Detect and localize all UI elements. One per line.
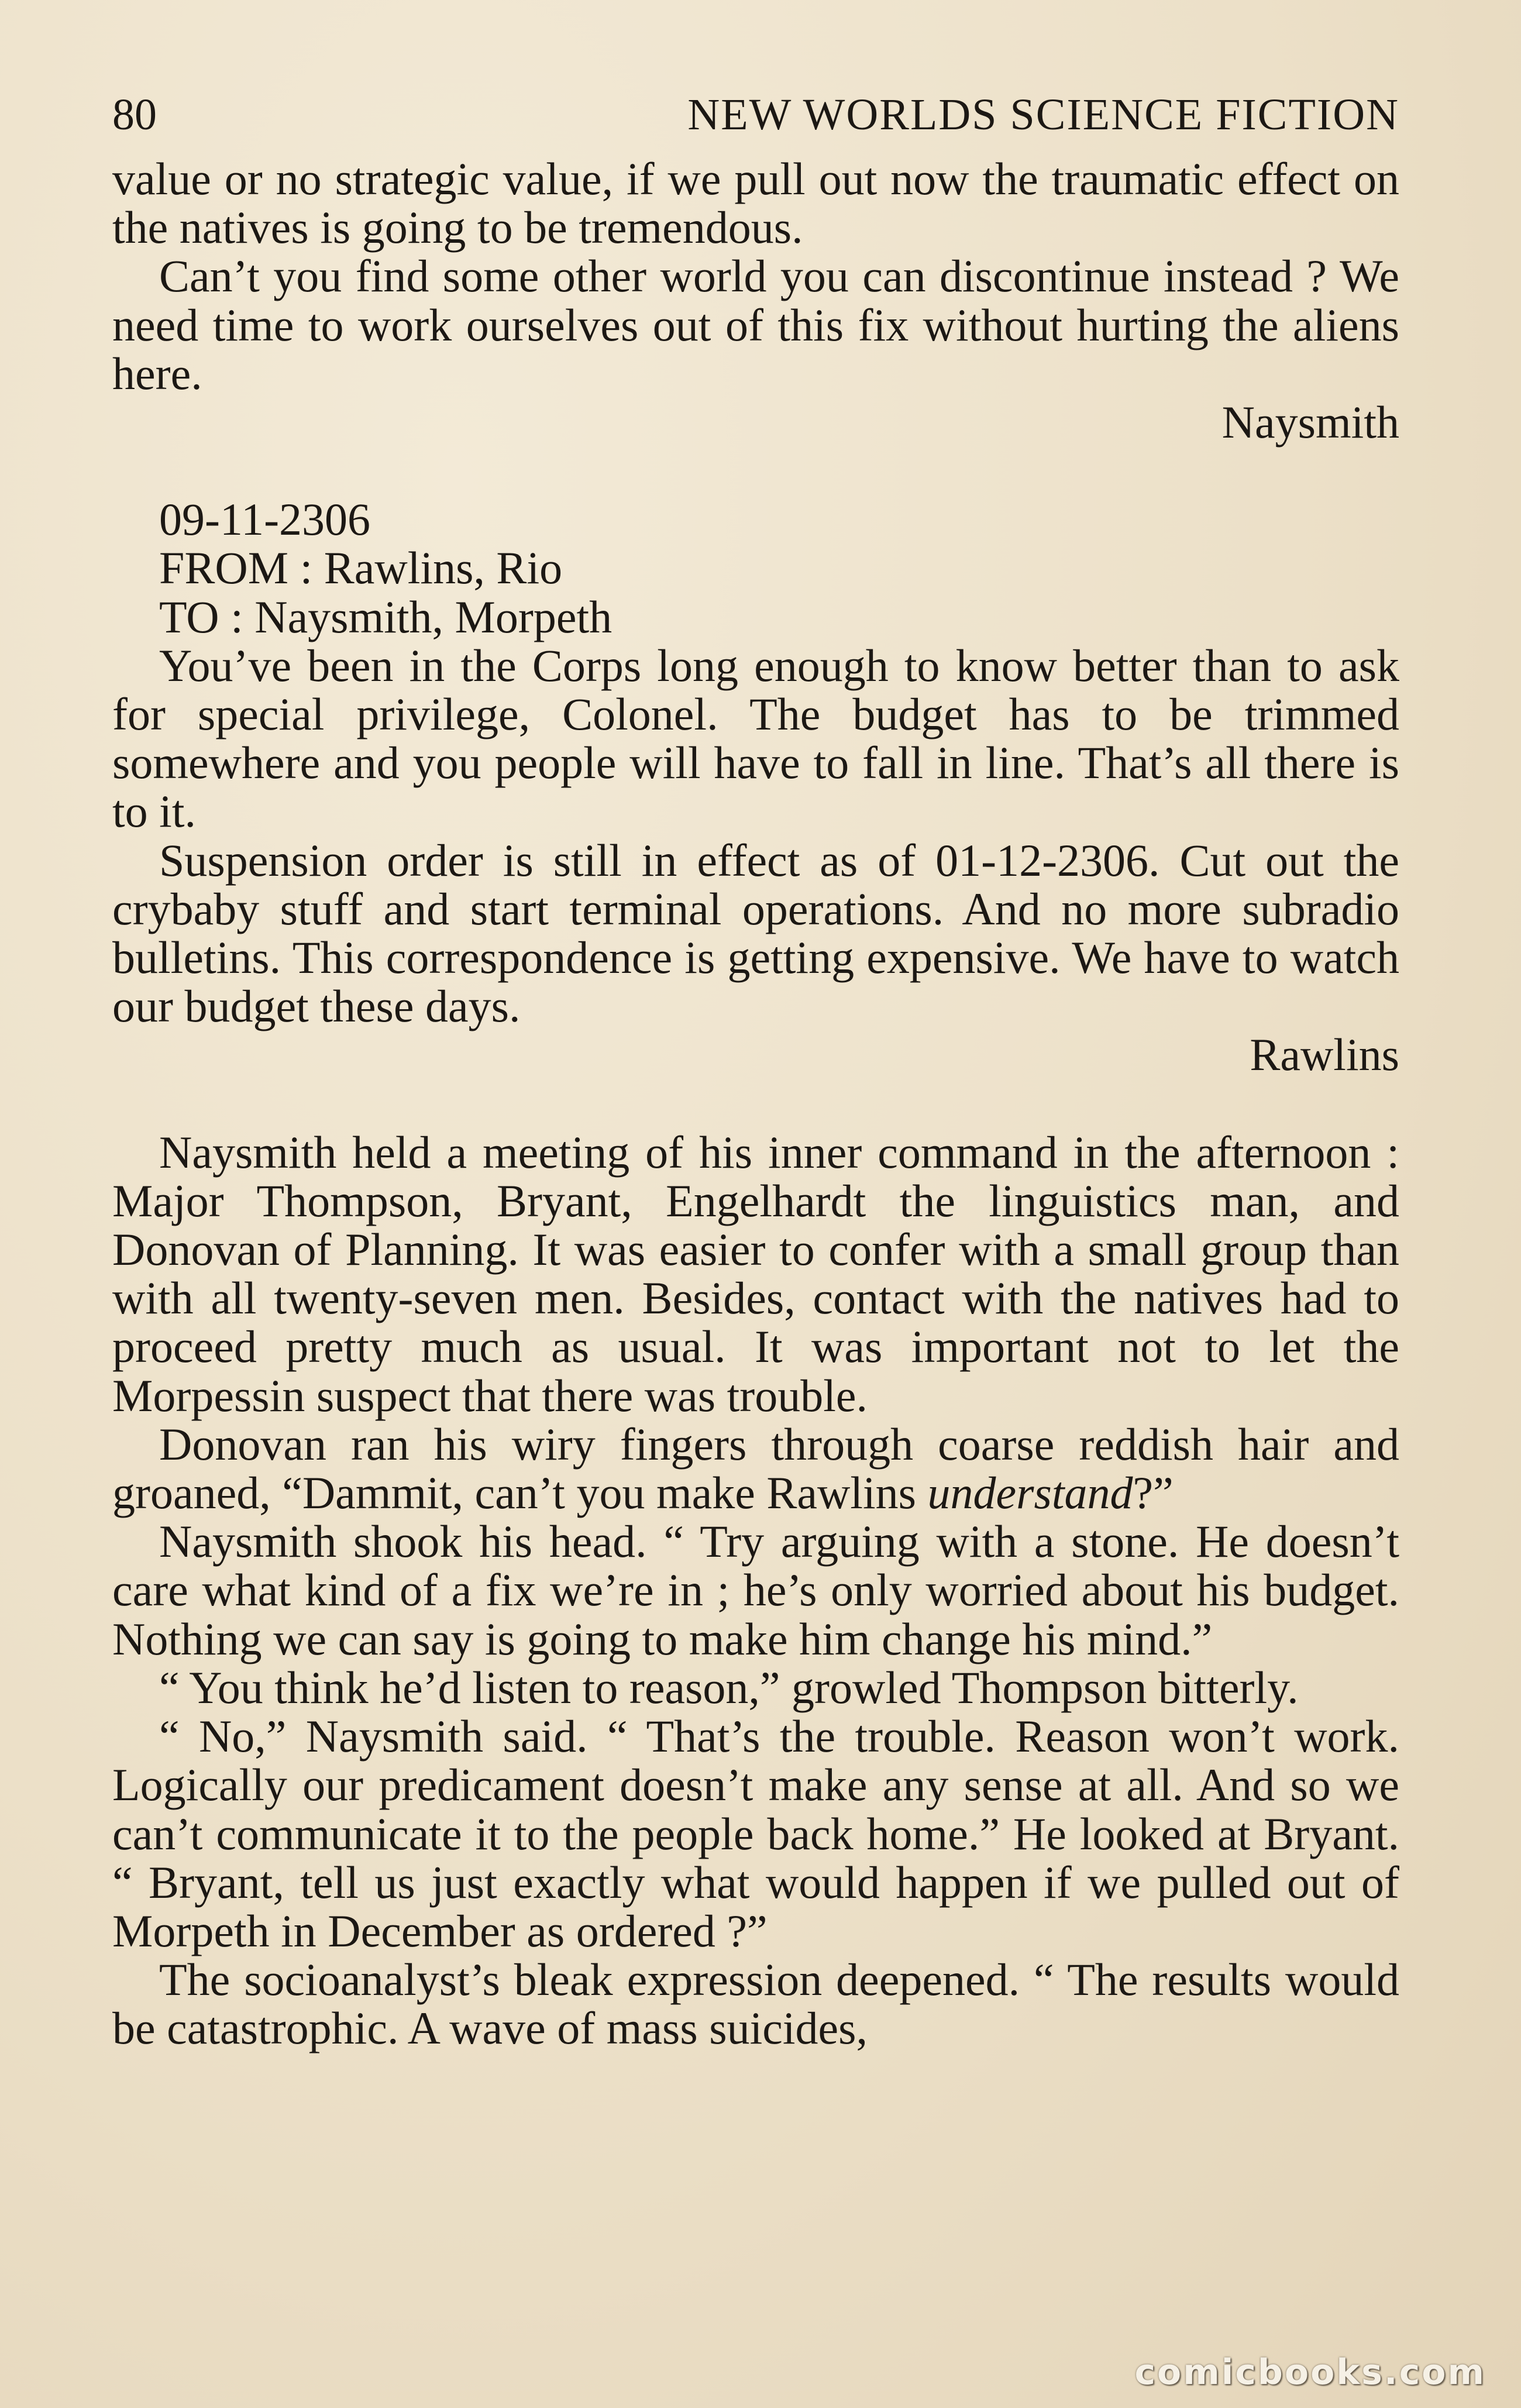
- paragraph: You’ve been in the Corps long enough to know better than to ask for special privilege, Colonel. The budget has to be trimmed somewhere and you people will have to fall in line. That’s all there is to it.: [112, 639, 1399, 837]
- paragraph: [112, 1420, 1399, 1517]
- signature-rawlins: Rawlins: [1250, 1029, 1399, 1081]
- section-gap: [112, 446, 1399, 495]
- running-title: NEW WORLDS SCIENCE FICTION: [687, 90, 1399, 139]
- book-page: [112, 88, 1399, 2053]
- paragraph: value or no strategic value, if we pull out now the traumatic effect on the natives is going to be tremendous.: [112, 153, 1399, 253]
- signature-naysmith: Naysmith: [1221, 397, 1399, 448]
- paragraph: The socioanalyst’s bleak expression deepened. “ The results would be catastrophic. A wave of mass suicides,: [112, 1954, 1399, 2054]
- paragraph: Naysmith shook his head. “ Try arguing with a stone. He doesn’t care what kind of a fix we’re in ; he’s only worried about his budget. Nothing we can say is going to make him change his mind.”: [112, 1516, 1399, 1664]
- italic-word: understand: [927, 1467, 1133, 1519]
- memo-date: 09-11-2306: [159, 494, 371, 545]
- paragraph: Naysmith held a meeting of his inner command in the afternoon : Major Thompson, Bryant, Engelhardt the linguistics man, and Donovan of Planning. It was easier to confer with a small group than with all twenty-seven men. Besides, contact with the natives had to proceed pretty much as usual. It was important not to let the Morpessin suspect that there was trouble.: [112, 1126, 1399, 1421]
- paragraph: Suspension order is still in effect as of 01-12-2306. Cut out the crybaby stuff and start terminal operations. And no more subradio bulletins. This correspondence is getting expensive. We have to watch our budget these days.: [112, 834, 1399, 1032]
- paragraph: “ You think he’d listen to reason,” growled Thompson bitterly.: [159, 1661, 1299, 1713]
- paragraph: “ No,” Naysmith said. “ That’s the trouble. Reason won’t work. Logically our predicament doesn’t make any sense at all. And so we can’t communicate it to the people back home.” He looked at Bryant. “ Bryant, tell us just exactly what would happen if we pulled out of Morpeth in December as ordered ?”: [112, 1711, 1399, 1956]
- watermark: comicbooks.com: [1134, 2352, 1486, 2393]
- memo-to: TO : Naysmith, Morpeth: [159, 591, 612, 642]
- section-gap: [112, 1079, 1399, 1128]
- memo-from: FROM : Rawlins, Rio: [159, 542, 563, 594]
- body-text: [112, 154, 1399, 2053]
- paragraph-text: Donovan ran his wiry fingers through coarse reddish hair and groaned, “Dammit, can’t you make Rawlins: [112, 1418, 1399, 1519]
- paragraph: Can’t you find some other world you can discontinue instead ? We need time to work ourselves out of this fix without hurting the aliens here.: [112, 250, 1399, 399]
- paragraph-text: ?”: [1133, 1467, 1174, 1519]
- page-number: 80: [112, 90, 157, 139]
- page-header: [112, 88, 1399, 142]
